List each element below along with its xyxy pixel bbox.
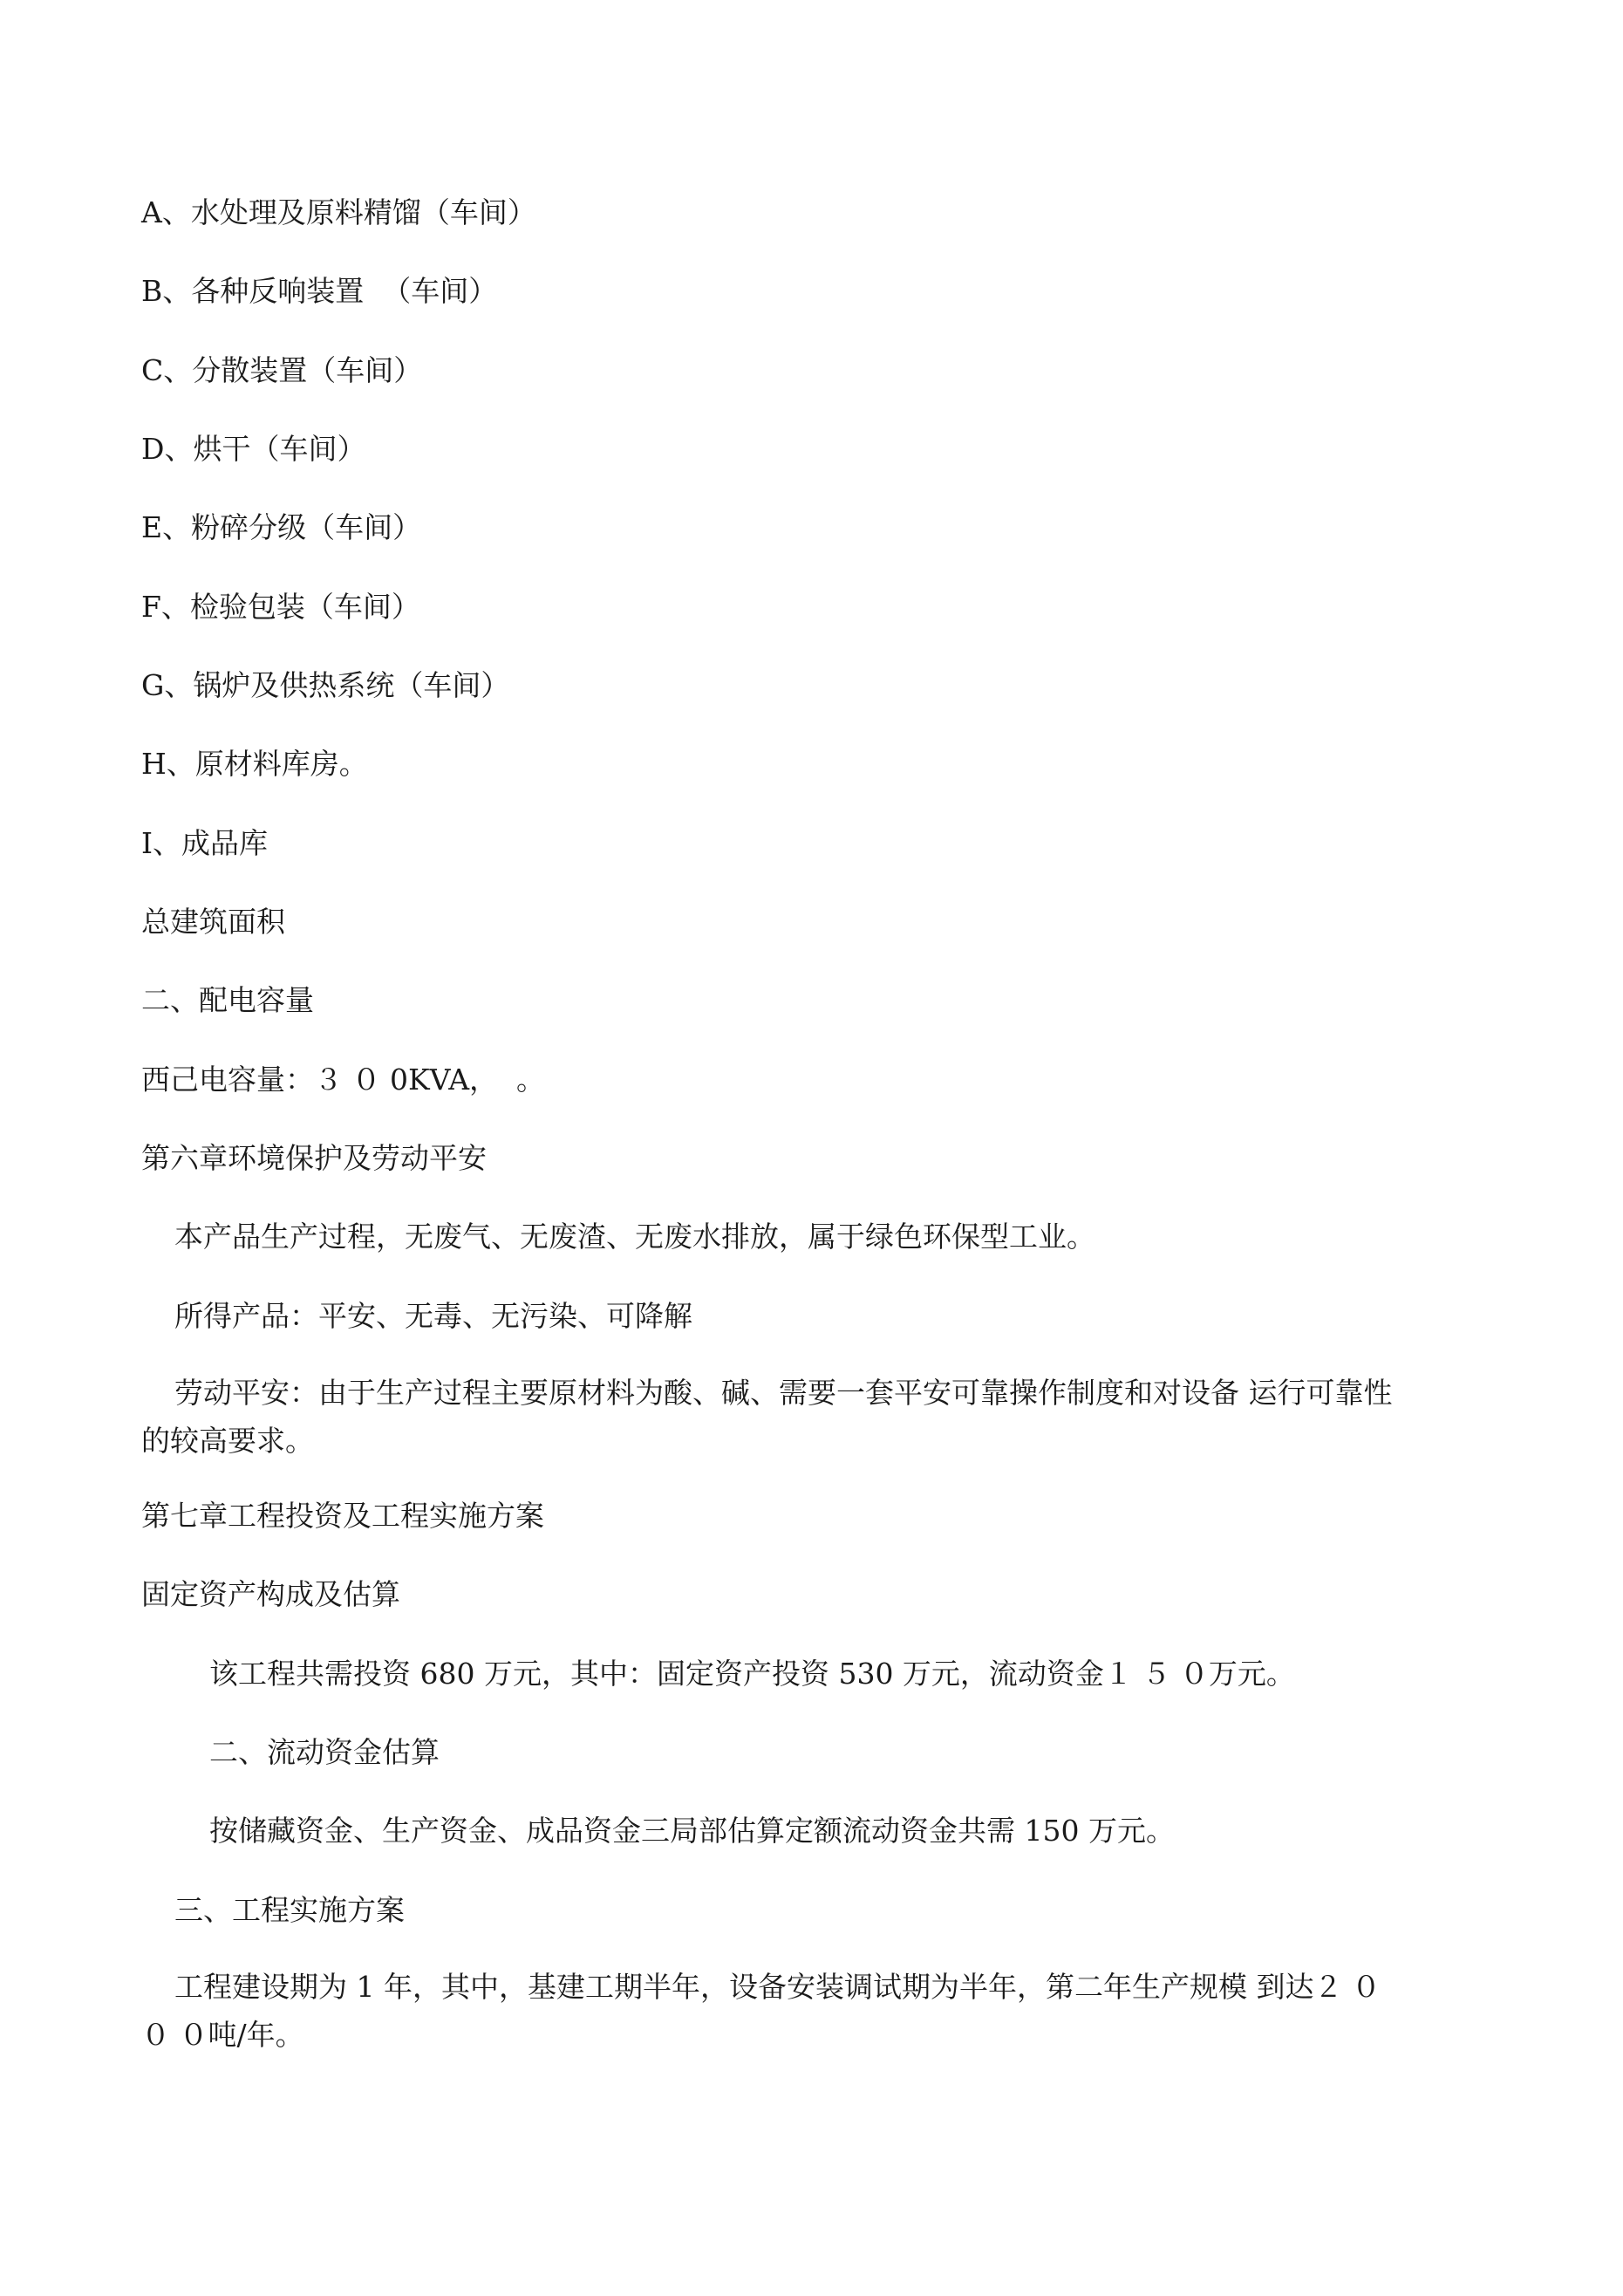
workshop-item-i: I、成品库 [141,826,269,860]
investment-text: 该工程共需投资 680 万元，其中：固定资产投资 530 万元，流动资金１ ５ ０万元。 [209,1657,1295,1691]
implementation-text: 工程建设期为 1 年，其中，基建工期半年，设备安装调试期为半年，第二年生产规模 到达２ ０ ０ ０吨/年。 [141,1970,1381,2052]
working-capital-text: 按储藏资金、生产资金、成品资金三局部估算定额流动资金共需 150 万元。 [209,1814,1175,1848]
chapter7-title: 第七章工程投资及工程实施方案 [141,1499,544,1533]
chapter6-paragraph-3: 劳动平安：由于生产过程主要原材料为酸、碱、需要一套平安可靠操作制度和对设备 运行可靠性的较高要求。 [141,1376,1393,1458]
working-capital-heading: 二、流动资金估算 [209,1735,440,1769]
workshop-item-f: F、检验包装（车间） [141,590,420,624]
workshop-item-d: D、烘干（车间） [141,432,366,466]
fixed-assets-heading: 固定资产构成及估算 [141,1577,400,1611]
chapter6-paragraph-1: 本产品生产过程，无废气、无废渣、无废水排放，属于绿色环保型工业。 [174,1220,1095,1254]
chapter6-paragraph-2: 所得产品：平安、无毒、无污染、可降解 [174,1299,692,1333]
power-capacity-text: 西己电容量：３ ０ 0KVA， 。 [141,1063,546,1097]
implementation-heading: 三、工程实施方案 [174,1893,405,1927]
workshop-item-e: E、粉碎分级（车间） [141,510,422,544]
workshop-item-b: B、各种反响装置 （车间） [141,274,498,308]
total-floor-area-label: 总建筑面积 [141,905,285,939]
chapter6-title: 第六章环境保护及劳动平安 [141,1141,487,1175]
workshop-item-h: H、原材料库房。 [141,747,368,781]
power-capacity-heading: 二、配电容量 [141,983,314,1017]
workshop-item-c: C、分散装置（车间） [141,353,423,387]
workshop-item-a: A、水处理及原料精馏（车间） [141,195,536,229]
workshop-item-g: G、锅炉及供热系统（车间） [141,668,510,702]
